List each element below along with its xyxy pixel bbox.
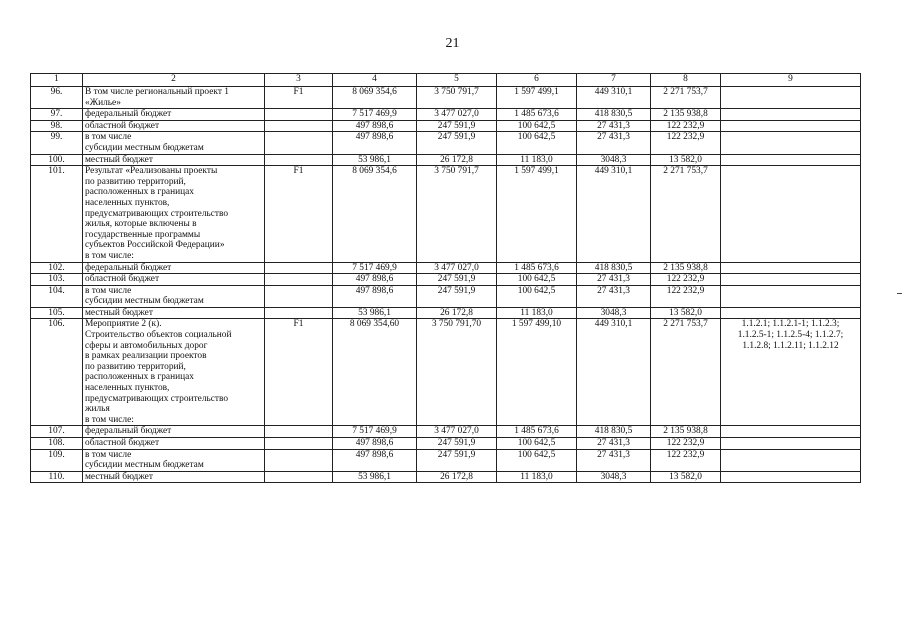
row-number-cell: 101. (31, 166, 83, 262)
row-name-cell: областной бюджет (83, 274, 265, 286)
row-name-cell: Результат «Реализованы проекты по развитию территорий, расположенных в границах населенных пунктов, предусматривающих строительство жилья, которые включены в государственные программы субъектов Российской Федерации» в том числе: (83, 166, 265, 262)
row-indicators-cell (721, 307, 861, 319)
row-code-cell (265, 471, 333, 483)
row-name-cell: в том числе субсидии местным бюджетам (83, 449, 265, 471)
header-cell-6: 6 (497, 74, 577, 87)
row-name-cell: областной бюджет (83, 438, 265, 450)
row-total-cell: 497 898,6 (333, 449, 417, 471)
row-number-cell: 107. (31, 426, 83, 438)
row-col6-cell: 1 485 673,6 (497, 109, 577, 121)
row-col7-cell: 27 431,3 (577, 285, 651, 307)
table-row (31, 109, 861, 121)
row-indicators-cell (721, 449, 861, 471)
row-total-cell: 8 069 354,60 (333, 319, 417, 426)
row-total-cell: 497 898,6 (333, 285, 417, 307)
row-col5-cell: 3 750 791,7 (417, 166, 497, 262)
row-total-cell: 53 986,1 (333, 471, 417, 483)
row-number-cell: 100. (31, 154, 83, 166)
row-col8-cell: 122 232,9 (651, 449, 721, 471)
table-row (31, 154, 861, 166)
row-col7-cell: 27 431,3 (577, 120, 651, 132)
row-col8-cell: 122 232,9 (651, 120, 721, 132)
row-indicators-cell (721, 132, 861, 154)
row-col8-cell: 122 232,9 (651, 274, 721, 286)
row-col5-cell: 3 477 027,0 (417, 109, 497, 121)
row-col5-cell: 26 172,8 (417, 471, 497, 483)
row-col6-cell: 100 642,5 (497, 120, 577, 132)
row-col5-cell: 247 591,9 (417, 285, 497, 307)
header-cell-1: 1 (31, 74, 83, 87)
row-col6-cell: 100 642,5 (497, 438, 577, 450)
table-row (31, 132, 861, 154)
row-col5-cell: 3 750 791,7 (417, 87, 497, 109)
row-col8-cell: 2 135 938,8 (651, 109, 721, 121)
row-col8-cell: 13 582,0 (651, 471, 721, 483)
row-col6-cell: 100 642,5 (497, 449, 577, 471)
row-col6-cell: 100 642,5 (497, 132, 577, 154)
row-col5-cell: 3 477 027,0 (417, 262, 497, 274)
row-code-cell (265, 109, 333, 121)
row-col6-cell: 1 485 673,6 (497, 262, 577, 274)
row-indicators-cell (721, 438, 861, 450)
row-code-cell: F1 (265, 87, 333, 109)
row-col6-cell: 1 597 499,1 (497, 87, 577, 109)
row-code-cell (265, 262, 333, 274)
row-col5-cell: 26 172,8 (417, 307, 497, 319)
row-name-cell: в том числе субсидии местным бюджетам (83, 285, 265, 307)
row-name-cell: местный бюджет (83, 307, 265, 319)
row-total-cell: 497 898,6 (333, 438, 417, 450)
row-total-cell: 497 898,6 (333, 132, 417, 154)
row-col8-cell: 13 582,0 (651, 154, 721, 166)
row-indicators-cell (721, 166, 861, 262)
row-col5-cell: 247 591,9 (417, 274, 497, 286)
row-col5-cell: 247 591,9 (417, 132, 497, 154)
row-col7-cell: 418 830,5 (577, 109, 651, 121)
row-indicators-cell: 1.1.2.1; 1.1.2.1-1; 1.1.2.3; 1.1.2.5-1; 1.1.2.5-4; 1.1.2.7; 1.1.2.8; 1.1.2.11; 1.1.2.12 (721, 319, 861, 426)
row-col6-cell: 1 485 673,6 (497, 426, 577, 438)
row-code-cell (265, 438, 333, 450)
row-col7-cell: 27 431,3 (577, 274, 651, 286)
table-row (31, 120, 861, 132)
row-number-cell: 98. (31, 120, 83, 132)
header-cell-4: 4 (333, 74, 417, 87)
row-total-cell: 7 517 469,9 (333, 109, 417, 121)
row-code-cell: F1 (265, 166, 333, 262)
row-number-cell: 99. (31, 132, 83, 154)
row-col7-cell: 449 310,1 (577, 319, 651, 426)
row-indicators-cell (721, 87, 861, 109)
row-name-cell: федеральный бюджет (83, 109, 265, 121)
row-col8-cell: 2 271 753,7 (651, 166, 721, 262)
row-total-cell: 53 986,1 (333, 307, 417, 319)
row-code-cell (265, 426, 333, 438)
row-number-cell: 108. (31, 438, 83, 450)
row-col6-cell: 100 642,5 (497, 274, 577, 286)
row-col7-cell: 27 431,3 (577, 449, 651, 471)
table-row (31, 426, 861, 438)
header-cell-8: 8 (651, 74, 721, 87)
row-number-cell: 104. (31, 285, 83, 307)
row-col7-cell: 449 310,1 (577, 87, 651, 109)
table-row (31, 438, 861, 450)
row-col6-cell: 11 183,0 (497, 471, 577, 483)
row-indicators-cell (721, 120, 861, 132)
row-col7-cell: 418 830,5 (577, 262, 651, 274)
row-name-cell: в том числе субсидии местным бюджетам (83, 132, 265, 154)
row-col5-cell: 26 172,8 (417, 154, 497, 166)
row-col7-cell: 3048,3 (577, 154, 651, 166)
budget-table (30, 73, 861, 483)
row-col7-cell: 449 310,1 (577, 166, 651, 262)
row-number-cell: 103. (31, 274, 83, 286)
row-col7-cell: 3048,3 (577, 471, 651, 483)
row-indicators-cell (721, 471, 861, 483)
row-indicators-cell (721, 109, 861, 121)
row-name-cell: федеральный бюджет (83, 426, 265, 438)
margin-mark (897, 293, 902, 294)
row-col8-cell: 122 232,9 (651, 438, 721, 450)
table-row (31, 285, 861, 307)
header-cell-7: 7 (577, 74, 651, 87)
row-code-cell (265, 285, 333, 307)
row-name-cell: местный бюджет (83, 471, 265, 483)
row-total-cell: 497 898,6 (333, 274, 417, 286)
row-col8-cell: 2 135 938,8 (651, 426, 721, 438)
row-number-cell: 97. (31, 109, 83, 121)
table-row (31, 307, 861, 319)
row-code-cell (265, 154, 333, 166)
row-indicators-cell (721, 262, 861, 274)
header-row (31, 74, 861, 87)
row-col5-cell: 3 477 027,0 (417, 426, 497, 438)
row-code-cell (265, 120, 333, 132)
row-col8-cell: 2 135 938,8 (651, 262, 721, 274)
row-col8-cell: 122 232,9 (651, 132, 721, 154)
row-col5-cell: 247 591,9 (417, 449, 497, 471)
row-total-cell: 53 986,1 (333, 154, 417, 166)
header-cell-2: 2 (83, 74, 265, 87)
row-col7-cell: 27 431,3 (577, 438, 651, 450)
row-name-cell: местный бюджет (83, 154, 265, 166)
table-row (31, 274, 861, 286)
header-cell-5: 5 (417, 74, 497, 87)
table-row (31, 319, 861, 426)
row-total-cell: 7 517 469,9 (333, 262, 417, 274)
row-col7-cell: 3048,3 (577, 307, 651, 319)
row-code-cell (265, 274, 333, 286)
row-indicators-cell (721, 274, 861, 286)
row-code-cell (265, 449, 333, 471)
row-code-cell (265, 132, 333, 154)
header-cell-9: 9 (721, 74, 861, 87)
row-indicators-cell (721, 285, 861, 307)
row-col6-cell: 11 183,0 (497, 307, 577, 319)
row-col7-cell: 27 431,3 (577, 132, 651, 154)
row-indicators-cell (721, 426, 861, 438)
row-col6-cell: 11 183,0 (497, 154, 577, 166)
row-col5-cell: 247 591,9 (417, 120, 497, 132)
row-number-cell: 110. (31, 471, 83, 483)
row-total-cell: 8 069 354,6 (333, 87, 417, 109)
table-row (31, 471, 861, 483)
row-name-cell: Мероприятие 2 (к). Строительство объектов социальной сферы и автомобильных дорог в рамках реализации проектов по развитию территорий, расположенных в границах населенных пунктов, предусматривающих строительство жилья в том числе: (83, 319, 265, 426)
row-code-cell: F1 (265, 319, 333, 426)
row-col5-cell: 3 750 791,70 (417, 319, 497, 426)
row-col8-cell: 13 582,0 (651, 307, 721, 319)
page-number: 21 (445, 36, 460, 51)
row-col5-cell: 247 591,9 (417, 438, 497, 450)
table-row (31, 166, 861, 262)
row-col6-cell: 1 597 499,10 (497, 319, 577, 426)
row-col7-cell: 418 830,5 (577, 426, 651, 438)
row-number-cell: 96. (31, 87, 83, 109)
table-row (31, 87, 861, 109)
row-name-cell: областной бюджет (83, 120, 265, 132)
row-number-cell: 102. (31, 262, 83, 274)
row-col6-cell: 100 642,5 (497, 285, 577, 307)
row-code-cell (265, 307, 333, 319)
row-col6-cell: 1 597 499,1 (497, 166, 577, 262)
table-row (31, 449, 861, 471)
table-row (31, 262, 861, 274)
row-total-cell: 497 898,6 (333, 120, 417, 132)
row-indicators-cell (721, 154, 861, 166)
row-number-cell: 109. (31, 449, 83, 471)
row-number-cell: 106. (31, 319, 83, 426)
row-number-cell: 105. (31, 307, 83, 319)
row-col8-cell: 2 271 753,7 (651, 87, 721, 109)
header-cell-3: 3 (265, 74, 333, 87)
row-name-cell: федеральный бюджет (83, 262, 265, 274)
row-total-cell: 8 069 354,6 (333, 166, 417, 262)
row-col8-cell: 2 271 753,7 (651, 319, 721, 426)
row-total-cell: 7 517 469,9 (333, 426, 417, 438)
row-name-cell: В том числе региональный проект 1 «Жилье» (83, 87, 265, 109)
row-col8-cell: 122 232,9 (651, 285, 721, 307)
table-body (31, 74, 861, 483)
